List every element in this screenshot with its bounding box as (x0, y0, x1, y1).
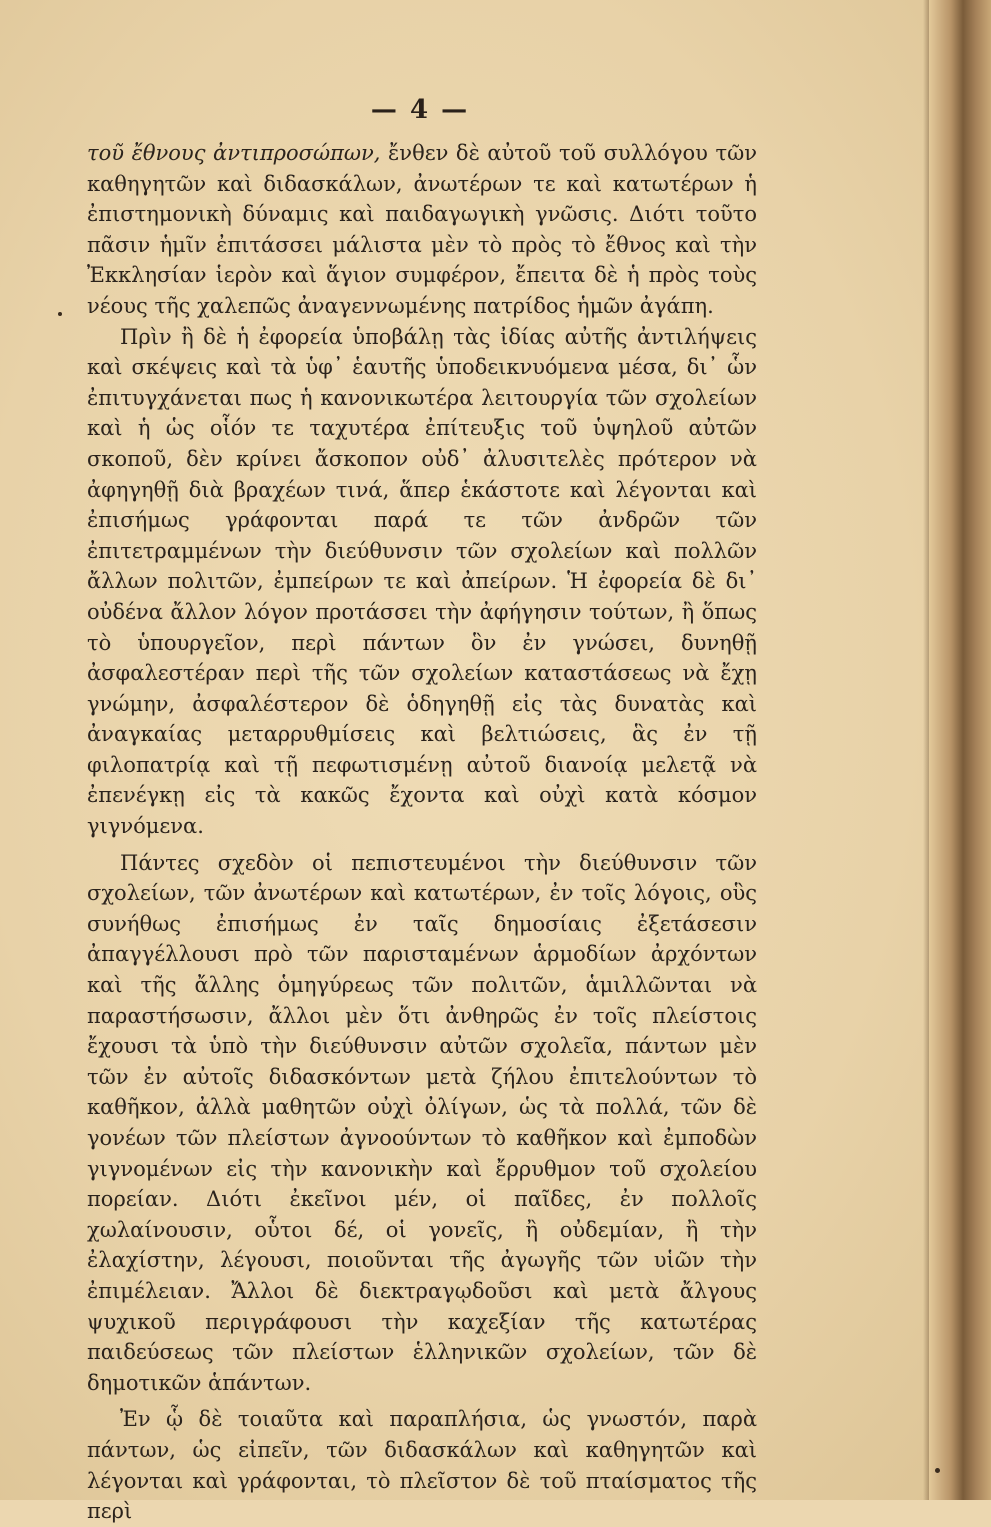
paragraph-4: Ἐν ᾧ δὲ τοιαῦτα καὶ παραπλήσια, ὡς γνωστόν, παρὰ πάντων, ὡς εἰπεῖν, τῶν διδασκάλων καὶ καθηγητῶν καὶ λέγονται καὶ γράφονται, τὸ πλεῖστον δὲ τοῦ πταίσματος τῆς περὶ (87, 1407, 757, 1524)
italic-lead: τοῦ ἔθνους ἀντιπροσώπων, (87, 141, 381, 165)
book-gutter (929, 0, 991, 1500)
paragraph-3: Πάντες σχεδὸν οἱ πεπιστευμένοι τὴν διεύθυνσιν τῶν σχολείων, τῶν ἀνωτέρων καὶ κατωτέρων, ἐν τοῖς λόγοις, οὓς συνήθως ἐπισήμως ἐν ταῖς δημοσίαις ἐξετάσεσιν ἀπαγγέλλουσι πρὸ τῶν παρισταμένων ἁρμοδίων ἀρχόντων καὶ τῆς ἄλλης ὁμηγύρεως τῶν πολιτῶν, ἁμιλλῶνται νὰ παραστήσωσιν, ἄλλοι μὲν ὅτι ἀνθηρῶς ἐν τοῖς πλείστοις ἔχουσι τὰ ὑπὸ τὴν διεύθυνσιν αὐτῶν σχολεῖα, πάντων μὲν τῶν ἐν αὐτοῖς διδασκόντων μετὰ ζήλου ἐπιτελούντων τὸ καθῆκον, ἀλλὰ μαθητῶν οὐχὶ ὀλίγων, ὡς τὰ πολλά, τῶν δὲ γονέων τῶν πλείστων ἀγνοούντων τὸ καθῆκον καὶ ἐμποδὼν γιγνομένων εἰς τὴν κανονικὴν καὶ ἔρρυθμον τοῦ σχολείου πορείαν. Διότι ἐκεῖνοι μέν, οἱ παῖδες, ἐν πολλοῖς χωλαίνουσιν, οὗτοι δέ, οἱ γονεῖς, ἢ οὐδεμίαν, ἢ τὴν ἐλαχίστην, λέγουσι, ποιοῦνται τῆς ἀγωγῆς τῶν υἱῶν τὴν ἐπιμέλειαν. Ἄλλοι δὲ διεκτραγῳδοῦσι καὶ μετὰ ἄλγους ψυχικοῦ περιγράφουσι τὴν καχεξίαν τῆς κατωτέρας παιδεύσεως τῶν πλείστων ἑλληνικῶν σχολείων, τῶν δὲ δημοτικῶν ἁπάντων. (87, 850, 757, 1395)
ink-speck (58, 312, 62, 316)
paragraph-1 (87, 138, 757, 322)
page-number: — 4 — (370, 95, 470, 125)
ink-speck (935, 1468, 940, 1473)
body-text (87, 138, 757, 1527)
paragraph-text: ἔνθεν δὲ αὐτοῦ τοῦ συλλόγου τῶν καθηγητῶν καὶ διδασκάλων, ἀνωτέρων τε καὶ κατωτέρων ἡ ἐπιστημονικὴ δύναμις καὶ παιδαγωγικὴ γνῶσις. Διότι τοῦτο πᾶσιν ἡμῖν ἐπιτάσσει μάλιστα μὲν τὸ πρὸς τὸ ἔθνος καὶ τὴν Ἐκκλησίαν ἱερὸν καὶ ἅγιον συμφέρον, ἔπειτα δὲ ἡ πρὸς τοὺς νέους τῆς χαλεπῶς ἀναγεννωμένης πατρίδος ἡμῶν ἀγάπη. (87, 141, 757, 318)
paragraph-2: Πρὶν ἢ δὲ ἡ ἐφορεία ὑποβάλῃ τὰς ἰδίας αὐτῆς ἀντιλήψεις καὶ σκέψεις καὶ τὰ ὑφ᾽ ἑαυτῆς ὑποδεικνυόμενα μέσα, δι᾽ ὧν ἐπιτυγχάνεται πως ἡ κανονικωτέρα λειτουργία τῶν σχολείων καὶ ἡ ὡς οἷόν τε ταχυτέρα ἐπίτευξις τοῦ ὑψηλοῦ αὐτῶν σκοποῦ, δὲν κρίνει ἄσκοπον οὐδ᾽ ἀλυσιτελὲς πρότερον νὰ ἀφηγηθῇ διὰ βραχέων τινά, ἅπερ ἑκάστοτε καὶ λέγονται καὶ ἐπισήμως γράφονται παρά τε τῶν ἀνδρῶν τῶν ἐπιτετραμμένων τὴν διεύθυνσιν τῶν σχολείων καὶ πολλῶν ἄλλων πολιτῶν, ἐμπείρων τε καὶ ἀπείρων. Ἡ ἐφορεία δὲ δι᾽ οὐδένα ἄλλον λόγον προτάσσει τὴν ἀφήγησιν τούτων, ἢ ὅπως τὸ ὑπουργεῖον, περὶ πάντων ὃν ἐν γνώσει, δυνηθῇ ἀσφαλεστέραν περὶ τῆς τῶν σχολείων καταστάσεως νὰ ἔχῃ γνώμην, ἀσφαλέστερον δὲ ὁδηγηθῇ εἰς τὰς δυνατὰς καὶ ἀναγκαίας μεταρρυθμίσεις καὶ βελτιώσεις, ἃς ἐν τῇ φιλοπατρίᾳ καὶ τῇ πεφωτισμένῃ αὐτοῦ διανοίᾳ μελετᾷ νὰ ἐπενέγκῃ εἰς τὰ κακῶς ἔχοντα καὶ οὐχὶ κατὰ κόσμον γιγνόμενα. (87, 324, 757, 839)
